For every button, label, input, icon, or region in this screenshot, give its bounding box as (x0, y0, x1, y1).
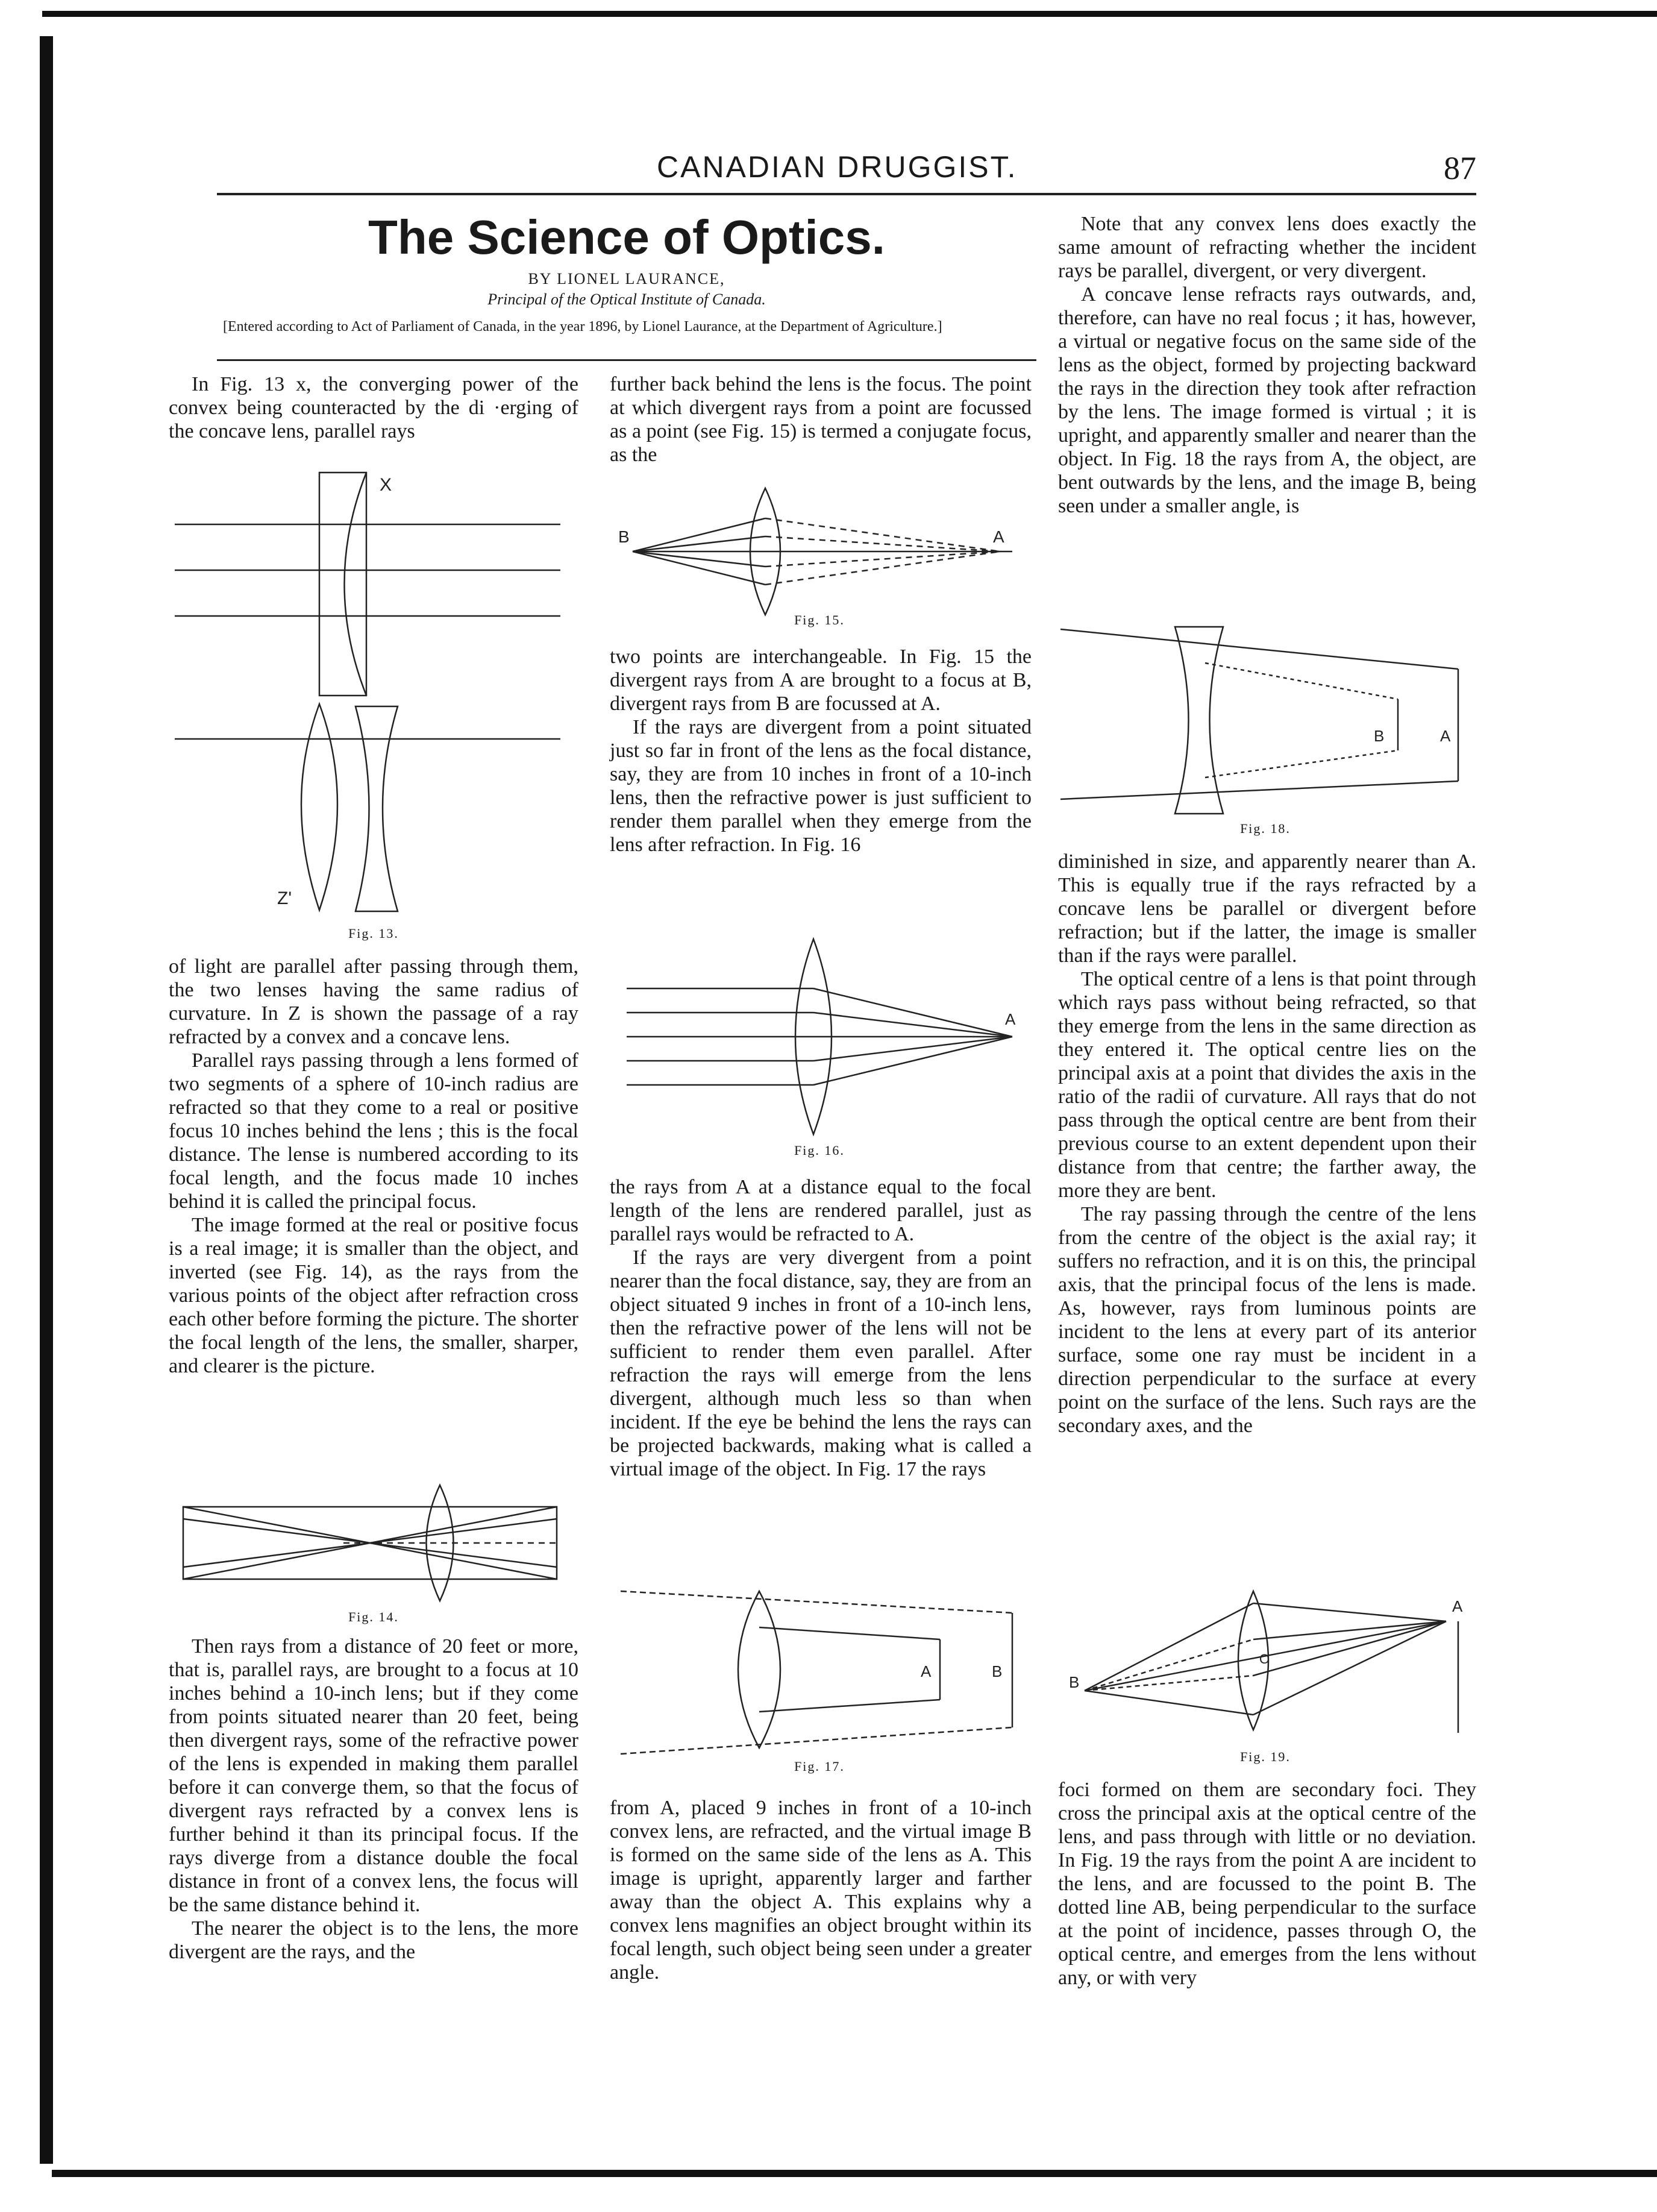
paragraph: further back behind the lens is the focus. The point at which divergent rays from a point are focussed as a point (see Fig. 15) is termed a conjugate focus, as the (610, 373, 1032, 466)
figure-16 (615, 934, 1024, 1139)
column-2-top (610, 372, 1032, 467)
left-border-rule (40, 36, 53, 2164)
fig19-caption: Fig. 19. (1240, 1749, 1291, 1764)
title-rule (217, 359, 1036, 361)
paragraph: The nearer the object is to the lens, the more divergent are the rays, and the (169, 1917, 578, 1963)
paragraph: The image formed at the real or positive focus is a real image; it is smaller than the object, and inverted (see Fig. 14), as the rays from the various points of the object after refraction cross each other before forming the picture. The shorter the focal length of the lens, the smaller, sharper, and clearer is the picture. (169, 1214, 578, 1377)
fig13-label-z: Z' (277, 888, 292, 908)
paragraph: foci formed on them are secondary foci. They cross the principal axis at the optical centre of the lens, and pass through with little or no deviation. In Fig. 19 the rays from the point A are incident to the lens, and are focussed to the point B. The dotted line AB, being perpendicular to the surface at the point of incidence, passes through O, the optical centre, and emerges from the lens without any, or with very (1058, 1779, 1476, 1989)
paragraph: A concave lense refracts rays outwards, and, therefore, can have no real focus ; it has, however, a virtual or negative focus on the same side of the lens as the object, formed by projecting backward the rays in the direction they took after refraction by the lens. The image formed is virtual ; it is upright, and apparently smaller and nearer than the object. In Fig. 18 the rays from A, the object, are bent outwards by the lens, and the image B, being seen under a smaller angle, is (1058, 283, 1476, 517)
top-border-rule (42, 11, 1657, 17)
fig19-label-a: A (1452, 1597, 1463, 1615)
figure-18 (1060, 621, 1476, 820)
fig18-label-b: B (1374, 727, 1385, 745)
paragraph: If the rays are divergent from a point situated just so far in front of the lens as the focal distance, say, they are from 10 inches in front of a 10-inch lens, then the refractive power is just sufficient to render them parallel when they emerge from the lens after refraction. In Fig. 16 (610, 716, 1032, 856)
author-role: Principal of the Optical Institute of Canada. (487, 291, 766, 308)
paragraph: Parallel rays passing through a lens formed of two segments of a sphere of 10-inch radius are refracted so that they come to a real or positive focus 10 inches behind the lens ; this is the focal distance. The lense is numbered according to its focal length, and the focus made 10 inches behind it is called the principal focus. (169, 1049, 578, 1213)
paragraph: In Fig. 13 x, the converging power of the convex being counteracted by the di ·erging of the concave lens, parallel rays (169, 373, 578, 442)
page-number: 87 (1444, 150, 1476, 186)
fig19-label-b: B (1069, 1673, 1080, 1691)
paragraph: The ray passing through the centre of the lens from the centre of the object is the axial ray; it suffers no refraction, and it is on this, the principal axis, that the principal focus of the lens is made. As, however, rays from luminous points are incident to the lens at every part of its anterior surface, some one ray must be incident in a direction perpendicular to the surface at every point on the surface of the lens. Such rays are the secondary axes, and the (1058, 1203, 1476, 1437)
paragraph: from A, placed 9 inches in front of a 10-inch convex lens, are refracted, and the virtual image B is formed on the same side of the lens as A. This image is upright, apparently larger and farther away than the object A. This explains why a convex lens magnifies an object brought within its focal length, such object being seen under a greater angle. (610, 1797, 1032, 1984)
column-1-middle (169, 955, 578, 1378)
fig17-caption: Fig. 17. (794, 1759, 845, 1774)
fig16-label-a: A (1005, 1010, 1016, 1028)
column-1-top (169, 372, 578, 443)
bottom-border-rule (52, 2170, 1657, 2177)
copyright-notice: [Entered according to Act of Parliament of Canada, in the year 1896, by Lionel Laurance, at the Department of Agriculture.] (223, 319, 942, 335)
fig18-label-a: A (1440, 727, 1451, 745)
paragraph: of light are parallel after passing through them, the two lenses having the same radius of curvature. In Z is shown the passage of a ray refracted by a convex and a concave lens. (169, 955, 578, 1048)
figure-19 (1060, 1585, 1476, 1742)
fig17-label-a: A (921, 1662, 932, 1680)
fig14-caption: Fig. 14. (348, 1609, 399, 1624)
column-1-bottom (169, 1635, 578, 1964)
article-title: The Science of Optics. (368, 210, 885, 264)
paragraph: diminished in size, and apparently nearer than A. This is equally true if the rays refracted by a concave lens be parallel or divergent before refraction; but if the latter, the image is smaller than if the rays were parallel. (1058, 850, 1476, 967)
paragraph: Then rays from a distance of 20 feet or more, that is, parallel rays, are brought to a focus at 10 inches behind a 10-inch lens; but if they come from points situated nearer than 20 feet, being then divergent rays, some of the refractive power of the lens is expended in making them parallel before it can converge them, so that the focus of divergent rays refracted by a convex lens is further behind it than its principal focus. If the rays diverge from a distance double the focal distance in front of a convex lens, the focus will be the same distance behind it. (169, 1635, 578, 1916)
figure-17 (615, 1579, 1024, 1760)
fig13-label-x: X (380, 475, 392, 495)
paragraph: two points are interchangeable. In Fig. 15 the divergent rays from A are brought to a focus at B, divergent rays from B are focussed at A. (610, 646, 1032, 715)
header-rule (217, 193, 1476, 195)
column-3-middle (1058, 850, 1476, 1437)
article-byline: BY LIONEL LAURANCE, (528, 270, 725, 287)
figure-15 (615, 482, 1024, 621)
fig15-label-a: A (993, 527, 1004, 546)
column-3-top (1058, 212, 1476, 518)
fig16-caption: Fig. 16. (794, 1143, 845, 1158)
column-2-bottom (610, 1796, 1032, 1984)
column-3-bottom (1058, 1778, 1476, 1990)
fig19-label-o: O (1259, 1651, 1270, 1667)
paragraph: the rays from A at a distance equal to the focal length of the lens are rendered parallel, just as parallel rays would be refracted to A. (610, 1176, 1032, 1245)
fig13-caption: Fig. 13. (348, 926, 399, 941)
paragraph: If the rays are very divergent from a point nearer than the focal distance, say, they are from an object situated 9 inches in front of a 10-inch lens, then the refractive power of the lens will not be sufficient to render them even parallel. After refraction the rays will emerge from the lens divergent, although much less so than when incident. If the eye be behind the lens the rays can be projected backwards, making what is called a virtual image of the object. In Fig. 17 the rays (610, 1246, 1032, 1480)
fig15-caption: Fig. 15. (794, 612, 845, 627)
paragraph: The optical centre of a lens is that point through which rays pass without being refracted, so that they emerge from the lens in the same direction as they entered it. The optical centre lies on the principal axis at a point that divides the axis in the ratio of the radii of curvature. All rays that do not pass through the optical centre are bent from their previous course to an extent dependent upon their distance from that centre; the farther away, the more they are bent. (1058, 968, 1476, 1202)
running-header: CANADIAN DRUGGIST. (657, 150, 1018, 184)
figure-14 (175, 1483, 572, 1603)
paragraph: Note that any convex lens does exactly the same amount of refracting whether the incident rays be parallel, divergent, or very divergent. (1058, 213, 1476, 282)
column-2-lower (610, 1175, 1032, 1481)
fig17-label-b: B (992, 1662, 1003, 1680)
figure-13 (169, 464, 578, 922)
fig18-caption: Fig. 18. (1240, 821, 1291, 836)
fig15-label-b: B (618, 527, 630, 546)
column-2-middle (610, 645, 1032, 856)
